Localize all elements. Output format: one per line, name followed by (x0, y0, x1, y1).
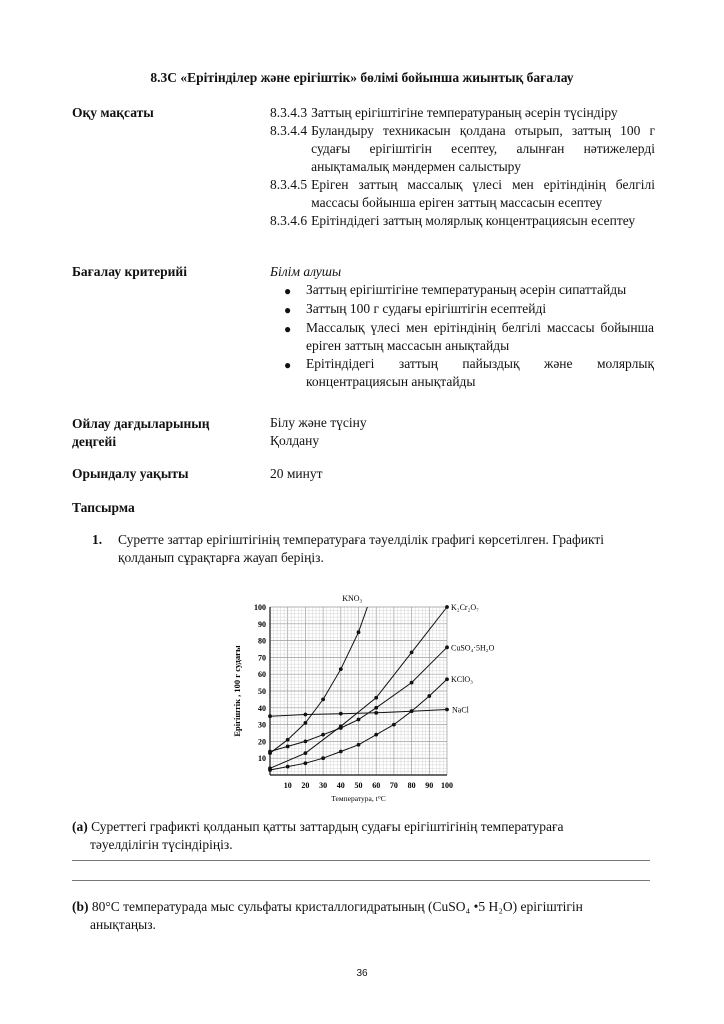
y-tick-label: 70 (258, 653, 266, 663)
data-point (321, 698, 325, 702)
data-point (357, 630, 361, 634)
data-point (321, 733, 325, 737)
thinking-label-line: деңгейі (72, 434, 117, 449)
y-tick-label: 90 (258, 619, 266, 629)
data-point (304, 721, 308, 725)
thinking-label (72, 415, 210, 451)
task-heading: Тапсырма (72, 500, 135, 515)
x-tick-label: 30 (319, 781, 328, 790)
data-point (392, 723, 396, 727)
data-point (357, 743, 361, 747)
data-point (445, 605, 449, 609)
part-b-line: анықтаңыз. (90, 917, 156, 932)
objective-item (270, 122, 655, 176)
data-point (445, 645, 449, 649)
y-axis-label: Ерігіштік , 100 г судағы (232, 645, 242, 737)
criteria-text: Массалық үлесі мен ерітіндінің белгілі массасы бойынша еріген заттың массасын анықтайды (306, 320, 654, 353)
y-tick-label: 10 (258, 754, 266, 764)
data-point (304, 740, 308, 744)
objective-code: 8.3.4.5 (270, 177, 308, 192)
data-point (321, 756, 325, 760)
data-point (304, 713, 308, 717)
question-number: 1. (92, 532, 103, 547)
bullet-icon: ● (284, 358, 292, 372)
criteria-text: Заттың 100 г судағы ерігіштігін есептейді (306, 301, 547, 316)
y-tick-label: 50 (258, 687, 266, 696)
data-point (410, 650, 414, 654)
data-point (339, 726, 343, 730)
time-value: 20 минут (270, 466, 323, 481)
x-tick-label: 90 (425, 781, 434, 790)
answer-line[interactable] (72, 860, 650, 861)
data-point (374, 696, 378, 700)
x-tick-label: 10 (283, 781, 292, 790)
bullet-icon: ● (284, 284, 292, 298)
x-tick-label: 80 (407, 781, 416, 790)
objective-text: Еріген заттың массалық үлесі мен ерітіндінің белгілі массасы бойынша еріген заттың массасын есептеу (311, 177, 655, 210)
bullet-icon: ● (284, 303, 292, 317)
criteria-item (284, 319, 654, 355)
objectives-label: Оқу мақсаты (72, 105, 154, 120)
series-label: CuSO₄·5H₂O (451, 643, 495, 653)
part-b (72, 898, 652, 934)
data-point (268, 768, 272, 772)
data-point (286, 765, 290, 769)
part-b-line: 80°С температурада мыс сульфаты кристаллогидратының (CuSO₄ •5 H₂O) ерігіштігін (91, 899, 583, 914)
criteria-item (284, 281, 654, 300)
x-tick-label: 20 (301, 781, 310, 790)
data-point (445, 708, 449, 712)
data-point (339, 667, 343, 671)
data-point (374, 711, 378, 715)
y-tick-label: 20 (258, 737, 266, 747)
question-line: Суретте заттар ерігіштігінің температураға тәуелділік графигі көрсетілген. Графикті (118, 532, 604, 547)
criteria-item (284, 300, 654, 319)
thinking-values (270, 414, 367, 450)
y-tick-label: 40 (258, 703, 266, 713)
data-point (268, 750, 272, 754)
part-a-line: тәуелділігін түсіндіріңіз. (90, 837, 233, 852)
page-title: 8.3C «Ерітінділер және ерігіштік» бөлімі бойынша жиынтық бағалау (150, 70, 574, 85)
bullet-icon: ● (284, 322, 292, 336)
objective-text: Ерітіндідегі заттың молярлық концентрациясын есептеу (311, 213, 636, 228)
criteria-text: Заттың ерігіштігіне температураның әсерін сипаттайды (306, 282, 627, 297)
criteria-text: Ерітіндідегі заттың пайыздық және молярлық концентрациясын анықтайды (306, 356, 654, 389)
data-point (410, 681, 414, 685)
data-point (357, 718, 361, 722)
part-a (72, 818, 652, 854)
thinking-value: Білу және түсіну (270, 415, 367, 430)
page-number: 36 (356, 968, 368, 979)
objective-code: 8.3.4.6 (270, 213, 308, 228)
thinking-label-line: Ойлау дағдыларының (72, 416, 210, 431)
x-axis-label: Температура, t°C (331, 794, 386, 803)
y-tick-label: 80 (258, 636, 266, 646)
y-tick-label: 30 (258, 720, 266, 730)
data-point (374, 706, 378, 710)
x-tick-label: 70 (389, 781, 398, 790)
part-a-tag: (a) (72, 819, 88, 834)
objectives-list (270, 104, 655, 230)
objective-code: 8.3.4.4 (270, 123, 308, 138)
x-tick-label: 60 (372, 781, 381, 790)
question-line: қолданып сұрақтарға жауап беріңіз. (118, 550, 324, 565)
data-point (339, 712, 343, 716)
x-tick-label: 40 (336, 781, 345, 790)
x-tick-label: 50 (354, 781, 363, 790)
data-point (286, 738, 290, 742)
question-text (118, 531, 658, 567)
data-point (410, 709, 414, 713)
objective-text: Буландыру техникасын қолдана отырып, заттың 100 г судағы ерігіштігін есептеу, алынған нәтижелерді анықтамалық мәндермен салыстыру (311, 123, 655, 174)
data-point (427, 694, 431, 698)
criteria-intro: Білім алушы (270, 264, 342, 279)
data-point (304, 751, 308, 755)
objective-item (270, 176, 655, 212)
series-label: K₂Cr₂O₇ (451, 603, 479, 612)
criteria-list (284, 281, 654, 391)
objective-code: 8.3.4.3 (270, 105, 308, 120)
data-point (445, 677, 449, 681)
y-tick-label: 100 (254, 603, 266, 612)
answer-line[interactable] (72, 880, 650, 881)
solubility-chart (220, 585, 520, 810)
x-tick-label: 100 (441, 781, 453, 790)
objective-text: Заттың ерігіштігіне температураның әсерін түсіндіру (311, 105, 618, 120)
series-label: NaCl (452, 705, 469, 715)
objective-item (270, 212, 655, 230)
series-label: KClO₃ (451, 675, 473, 685)
part-a-line: Суреттегі графикті қолданып қатты заттардың судағы ерігіштігінің температураға (91, 819, 564, 834)
data-point (286, 745, 290, 749)
y-tick-label: 60 (258, 670, 266, 680)
series-label: KNO₃ (342, 594, 363, 603)
part-b-tag: (b) (72, 899, 89, 914)
data-point (374, 733, 378, 737)
objective-item (270, 104, 655, 122)
criteria-label: Бағалау критерийі (72, 264, 187, 279)
criteria-item (284, 355, 654, 391)
time-label: Орындалу уақыты (72, 466, 189, 481)
data-point (304, 761, 308, 765)
data-point (268, 714, 272, 718)
thinking-value: Қолдану (270, 433, 320, 448)
data-point (339, 750, 343, 754)
